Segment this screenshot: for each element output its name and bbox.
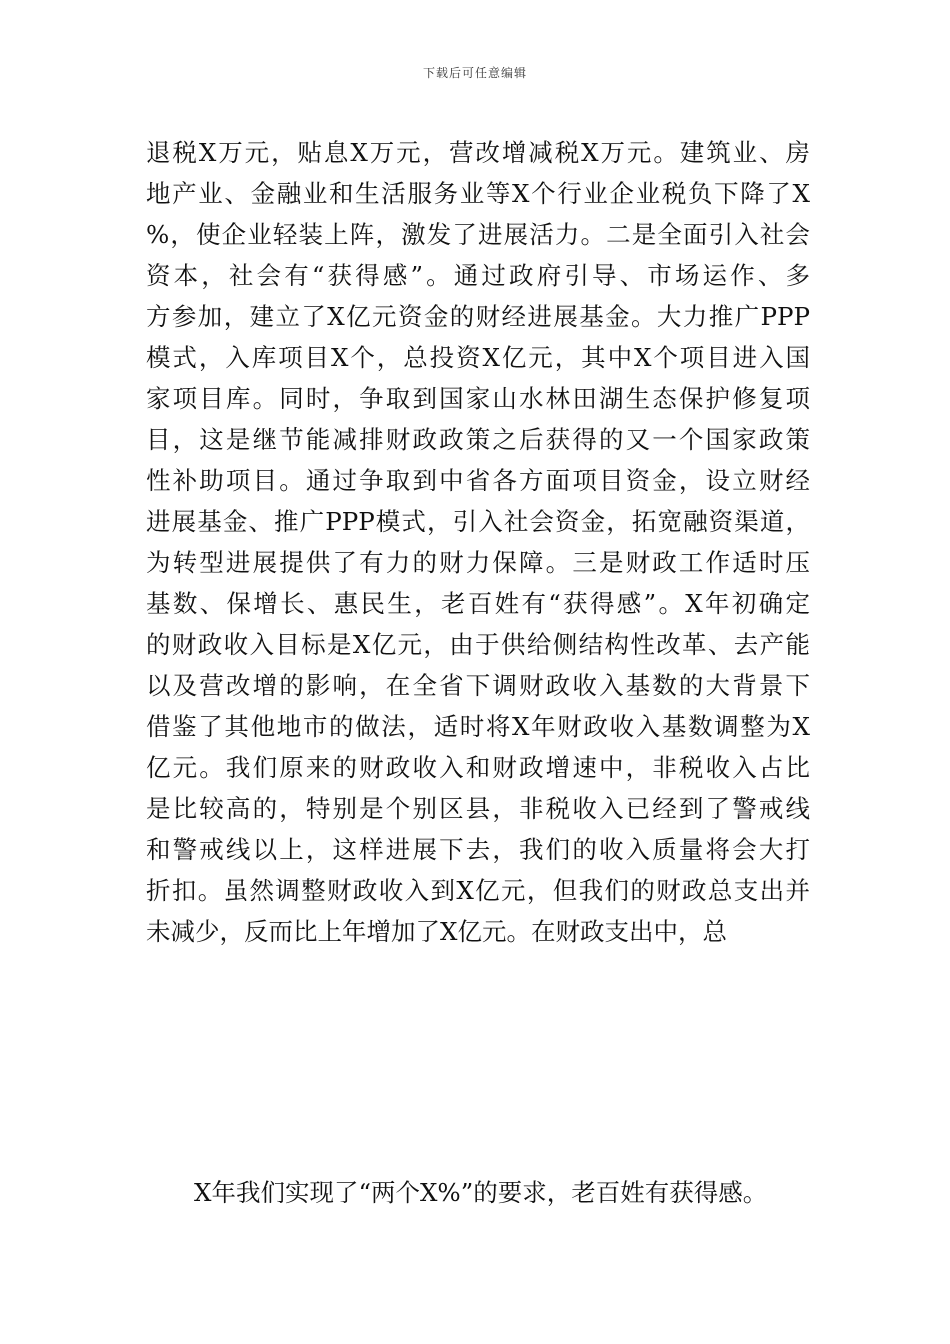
- text-line: 为转型进展提供了有力的财力保障。三是财政工作适时压: [146, 548, 810, 577]
- text-line: 的财政收入目标是X亿元，由于供给侧结构性改革、去产能: [146, 630, 810, 659]
- text-line: 进展基金、推广PPP模式，引入社会资金，拓宽融资渠道，: [146, 507, 810, 536]
- text-line: 退税X万元，贴息X万元，营改增减税X万元。建筑业、房: [146, 138, 810, 167]
- body-paragraph: [146, 132, 810, 952]
- text-line: %，使企业轻装上阵，激发了进展活力。二是全面引入社会: [146, 220, 810, 249]
- closing-sentence: X年我们实现了“两个X%”的要求，老百姓有获得感。: [194, 1178, 768, 1207]
- text-line: 折扣。虽然调整财政收入到X亿元，但我们的财政总支出并: [146, 876, 810, 905]
- text-line: 亿元。我们原来的财政收入和财政增速中，非税收入占比: [146, 753, 810, 782]
- text-line: 资本，社会有“获得感”。通过政府引导、市场运作、多: [146, 261, 810, 290]
- text-line: 未减少，反而比上年增加了X亿元。在财政支出中，总: [146, 917, 727, 946]
- text-line: 模式，入库项目X个，总投资X亿元，其中X个项目进入国: [146, 343, 810, 372]
- text-line: 借鉴了其他地市的做法，适时将X年财政收入基数调整为X: [146, 712, 810, 741]
- text-line: 以及营改增的影响，在全省下调财政收入基数的大背景下: [146, 671, 810, 700]
- text-line: 目，这是继节能减排财政政策之后获得的又一个国家政策: [146, 425, 810, 454]
- text-line: 和警戒线以上，这样进展下去，我们的收入质量将会大打: [146, 835, 810, 864]
- text-line: 性补助项目。通过争取到中省各方面项目资金，设立财经: [146, 466, 810, 495]
- text-line: 是比较高的，特别是个别区县，非税收入已经到了警戒线: [146, 794, 810, 823]
- page-header: 下载后可任意编辑: [422, 66, 527, 80]
- text-line: 家项目库。同时，争取到国家山水林田湖生态保护修复项: [146, 384, 810, 413]
- text-line: 方参加，建立了X亿元资金的财经进展基金。大力推广PPP: [146, 302, 810, 331]
- text-line: 地产业、金融业和生活服务业等X个行业企业税负下降了X: [146, 179, 810, 208]
- text-line: 基数、保增长、惠民生，老百姓有“获得感”。X年初确定: [146, 589, 810, 618]
